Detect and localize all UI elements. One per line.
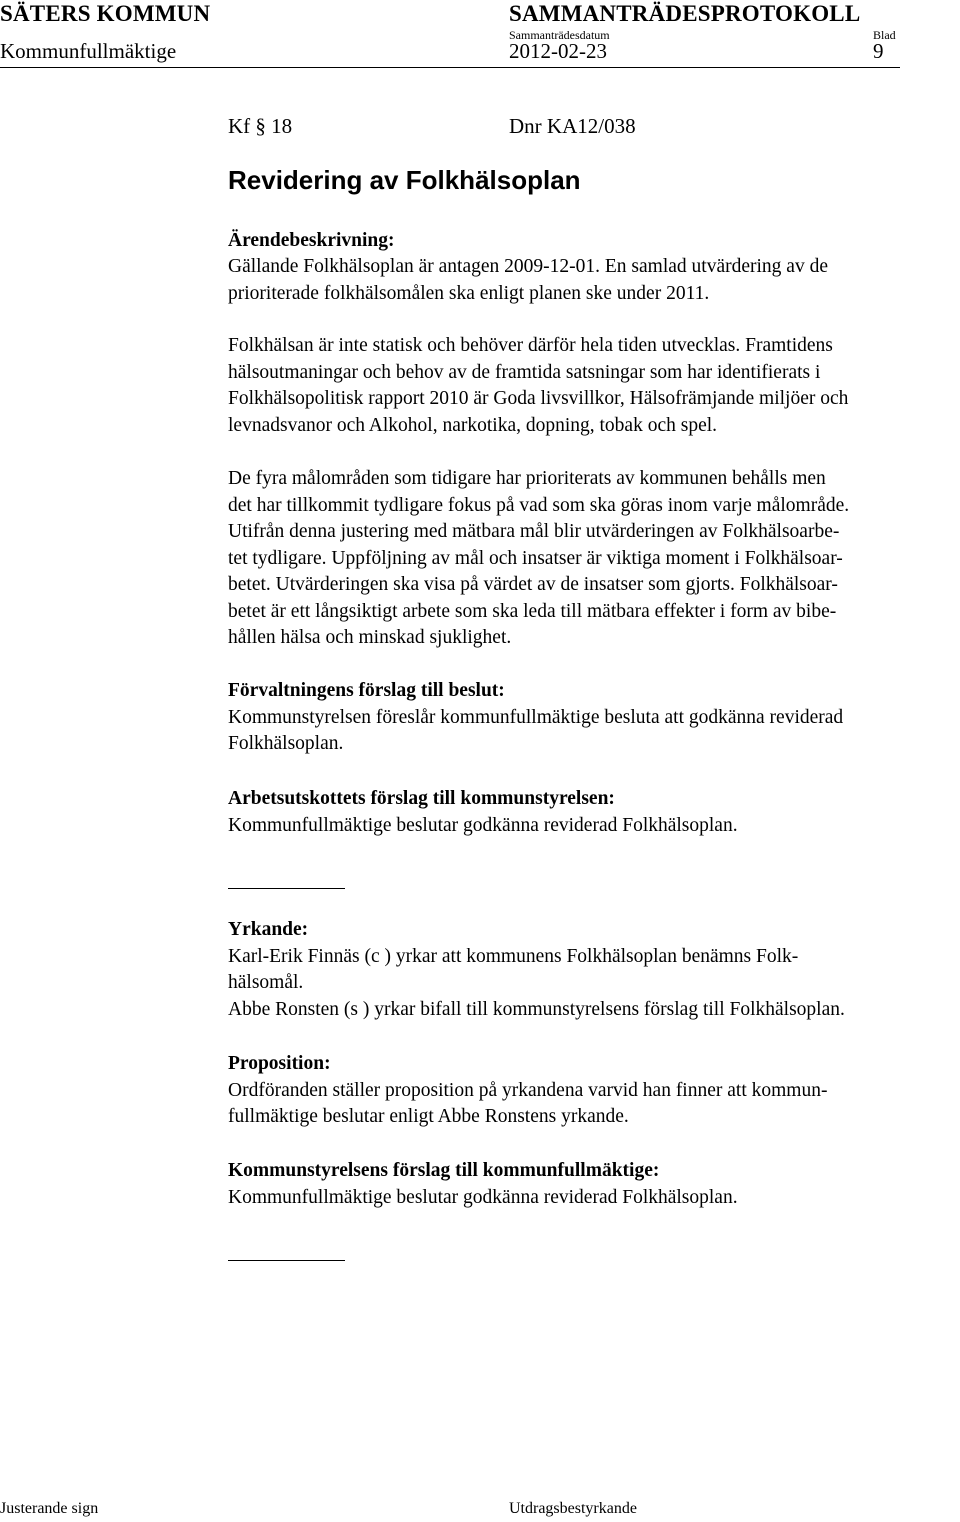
description-line: det har tillkommit tydligare fokus på vad som ska göras inom varje målområde. bbox=[228, 495, 850, 516]
footer-signature-label: Justerande sign bbox=[0, 1500, 99, 1517]
claims-heading: Yrkande: bbox=[228, 919, 309, 940]
admin-proposal-line: Kommunstyrelsen föreslår kommunfullmäktige besluta att godkänna reviderad bbox=[228, 707, 844, 728]
section-separator bbox=[228, 888, 345, 889]
proposition-line: fullmäktige beslutar enligt Abbe Ronstens yrkande. bbox=[228, 1106, 629, 1127]
description-line: Folkhälsopolitisk rapport 2010 är Goda livsvillkor, Hälsofrämjande miljöer och bbox=[228, 388, 849, 409]
diary-number: Dnr KA12/038 bbox=[509, 114, 636, 138]
description-line: Utifrån denna justering med mätbara mål blir utvärderingen av Folkhälsoarbe- bbox=[228, 521, 840, 542]
description-line: betet. Utvärderingen ska visa på värdet av de insatser som gjorts. Folkhälsoar- bbox=[228, 574, 838, 595]
meeting-date: 2012-02-23 bbox=[509, 39, 607, 63]
date-label: Sammanträdesdatum bbox=[509, 28, 610, 42]
description-line: Folkhälsan är inte statisk och behöver därför hela tiden utvecklas. Framtidens bbox=[228, 335, 833, 356]
org-name: SÄTERS KOMMUN bbox=[0, 1, 211, 26]
claims-line: hälsomål. bbox=[228, 972, 304, 993]
header-rule bbox=[0, 67, 900, 68]
description-line: levnadsvanor och Alkohol, narkotika, dopning, tobak och spel. bbox=[228, 415, 718, 436]
document-type: SAMMANTRÄDESPROTOKOLL bbox=[509, 1, 861, 26]
description-line: De fyra målområden som tidigare har prioriterats av kommunen behålls men bbox=[228, 468, 826, 489]
description-line: tet tydligare. Uppföljning av mål och insatser är viktiga moment i Folkhälsoar- bbox=[228, 548, 843, 569]
proposition-heading: Proposition: bbox=[228, 1053, 331, 1074]
committee-proposal-line: Kommunfullmäktige beslutar godkänna reviderad Folkhälsoplan. bbox=[228, 815, 738, 836]
committee-proposal-heading: Arbetsutskottets förslag till kommunstyrelsen: bbox=[228, 788, 615, 809]
admin-proposal-heading: Förvaltningens förslag till beslut: bbox=[228, 680, 505, 701]
admin-proposal-line: Folkhälsoplan. bbox=[228, 733, 344, 754]
claims-line: Karl-Erik Finnäs (c ) yrkar att kommunens Folkhälsoplan benämns Folk- bbox=[228, 946, 799, 967]
case-title: Revidering av Folkhälsoplan bbox=[228, 165, 581, 195]
description-line: Gällande Folkhälsoplan är antagen 2009-12-01. En samlad utvärdering av de bbox=[228, 256, 828, 277]
description-line: hälsoutmaningar och behov av de framtida satsningar som har identifierats i bbox=[228, 362, 821, 383]
proposition-line: Ordföranden ställer proposition på yrkandena varvid han finner att kommun- bbox=[228, 1080, 828, 1101]
page-number: 9 bbox=[873, 39, 884, 63]
paragraph-number: Kf § 18 bbox=[228, 114, 293, 138]
claims-line: Abbe Ronsten (s ) yrkar bifall till kommunstyrelsens förslag till Folkhälsoplan. bbox=[228, 999, 845, 1020]
page-label: Blad bbox=[873, 28, 896, 42]
ks-proposal-heading: Kommunstyrelsens förslag till kommunfullmäktige: bbox=[228, 1160, 660, 1181]
description-line: betet är ett långsiktigt arbete som ska leda till mätbara effekter i form av bibe- bbox=[228, 601, 837, 622]
footer-certification-label: Utdragsbestyrkande bbox=[509, 1500, 637, 1517]
meeting-body: Kommunfullmäktige bbox=[0, 39, 177, 63]
ks-proposal-line: Kommunfullmäktige beslutar godkänna reviderad Folkhälsoplan. bbox=[228, 1187, 738, 1208]
section-separator bbox=[228, 1260, 345, 1261]
description-heading: Ärendebeskrivning: bbox=[228, 230, 395, 251]
description-line: prioriterade folkhälsomålen ska enligt planen ske under 2011. bbox=[228, 283, 710, 304]
description-line: hållen hälsa och minskad sjuklighet. bbox=[228, 627, 512, 648]
